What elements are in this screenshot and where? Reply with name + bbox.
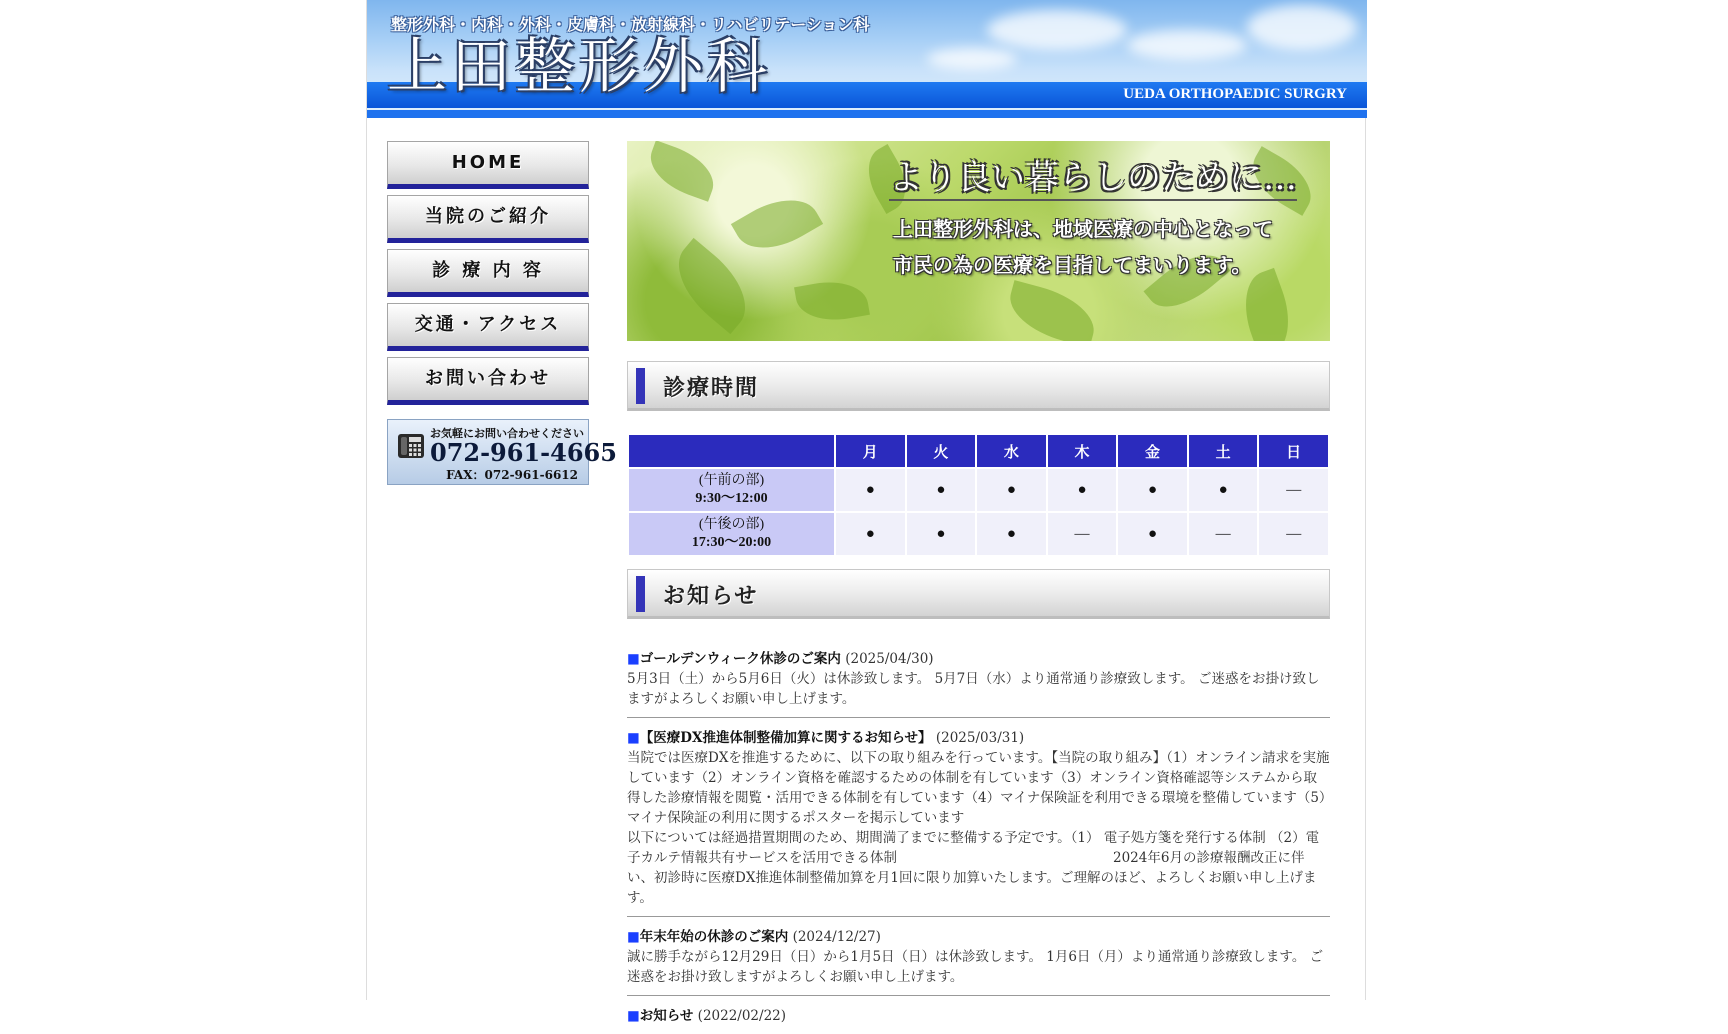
news-item-title[interactable] [627, 1008, 693, 1024]
hero-banner [627, 141, 1330, 341]
morning-mark-tue: ● [907, 469, 976, 511]
main-content [627, 141, 1330, 1034]
afternoon-mark-thu: — [1048, 513, 1117, 555]
nav-contact-button[interactable]: お問い合わせ [387, 357, 589, 405]
square-bullet-icon: ■ [627, 651, 640, 667]
hero-line-1: 上田整形外科は、地域医療の中心となって [893, 217, 1273, 241]
news-title-text: 年末年始の休診のご案内 [639, 929, 789, 945]
morning-mark-sat: ● [1189, 469, 1258, 511]
site-header [367, 0, 1367, 118]
afternoon-mark-sat: — [1189, 513, 1258, 555]
header-band-lower [367, 110, 1367, 118]
afternoon-mark-wed: ● [977, 513, 1046, 555]
hours-heading: 診療時間 [663, 375, 760, 401]
contact-note: お気軽にお問い合わせください [430, 427, 584, 440]
telephone-icon [396, 430, 426, 460]
news-item-body-continued: 以下については経過措置期間のため、期間満了までに整備する予定です。（1） 電子処方箋を発行する体制 （2）電子カルテ情報共有サービスを活用できる体制 2024年6月の診療報酬改正に伴い、初診時に医療DX推進体制整備加算を月1回に限り加算いたします。ご理解のほど、よろしくお願い申し上げます。 [627, 830, 1320, 906]
section-accent-bar [636, 368, 645, 404]
nav-home-button[interactable]: HOME [387, 141, 589, 189]
news-item-title[interactable] [627, 929, 788, 945]
news-item [627, 718, 1330, 917]
news-section-header [627, 569, 1330, 619]
news-item-body: 5月3日（土）から5月6日（火）は休診致します。 5月7日（水）より通常通り診療致します。 ご迷惑をお掛け致しますがよろしくお願い申し上げます。 [627, 671, 1320, 707]
news-title-text: ゴールデンウィーク休診のご案内 [639, 651, 841, 667]
afternoon-slot [629, 513, 834, 555]
news-item-title[interactable] [627, 730, 932, 746]
hero-title: より良い暮らしのために… [889, 157, 1297, 201]
afternoon-mark-tue: ● [907, 513, 976, 555]
hours-section-header [627, 361, 1330, 411]
news-item-header [627, 649, 1330, 669]
afternoon-mark-mon: ● [836, 513, 905, 555]
office-hours-table [627, 433, 1330, 557]
day-header-wed: 水 [977, 435, 1046, 467]
morning-slot [629, 469, 834, 511]
news-heading: お知らせ [663, 583, 759, 609]
square-bullet-icon: ■ [627, 730, 640, 746]
morning-mark-fri: ● [1118, 469, 1187, 511]
news-item-header [627, 927, 1330, 947]
page-container [366, 0, 1366, 1024]
nav-services-button[interactable]: 診 療 内 容 [387, 249, 589, 297]
nav-about-button[interactable]: 当院のご紹介 [387, 195, 589, 243]
square-bullet-icon: ■ [627, 929, 640, 945]
news-item-header [627, 1006, 1330, 1026]
morning-mark-thu: ● [1048, 469, 1117, 511]
hours-row-afternoon [629, 513, 1328, 555]
news-item-date: (2022/02/22) [697, 1008, 787, 1024]
header-subtitle: 整形外科・内科・外科・皮膚科・放射線科・リハビリテーション科 [391, 15, 870, 34]
news-item-date: (2025/03/31) [935, 730, 1025, 746]
fax-number: FAX：072-961-6612 [446, 468, 578, 482]
hours-header-empty [629, 435, 834, 467]
sidebar [387, 141, 617, 485]
morning-label: (午前の部) [698, 473, 765, 488]
day-header-sun: 日 [1259, 435, 1328, 467]
news-item-title[interactable] [627, 651, 841, 667]
day-header-thu: 木 [1048, 435, 1117, 467]
hours-row-morning [629, 469, 1328, 511]
morning-mark-mon: ● [836, 469, 905, 511]
square-bullet-icon: ■ [627, 1008, 640, 1024]
afternoon-label: (午後の部) [698, 517, 765, 532]
nav-access-button[interactable]: 交通・アクセス [387, 303, 589, 351]
news-item-date: (2025/04/30) [845, 651, 934, 667]
news-title-text: お知らせ [639, 1008, 694, 1024]
section-accent-bar [636, 576, 645, 612]
day-header-tue: 火 [907, 435, 976, 467]
news-item-body: 当院では医療DXを推進するために、以下の取り組みを行っています。【当院の取り組み】（1）オンライン請求を実施しています（2）オンライン資格を確認するための体制を有しています（3）オンライン資格確認等システムから取得した診療情報を閲覧・活用できる体制を有しています（4）マイナ保険証を利用できる環境を整備しています（5）マイナ保険証の利用に関するポスターを掲示しています [627, 750, 1330, 826]
morning-mark-wed: ● [977, 469, 1046, 511]
phone-number[interactable]: 072-961-4665 [430, 438, 617, 467]
news-item [627, 639, 1330, 718]
day-header-sat: 土 [1189, 435, 1258, 467]
hero-line-2: 市民の為の医療を目指してまいります。 [893, 253, 1252, 277]
news-item-header [627, 728, 1330, 748]
site-logo-title[interactable]: 上田整形外科 [387, 32, 771, 102]
news-item [627, 996, 1330, 1034]
news-title-text: 【医療DX推進体制整備加算に関するお知らせ】 [639, 730, 932, 746]
morning-mark-sun: — [1259, 469, 1328, 511]
morning-time: 9:30～12:00 [695, 491, 768, 506]
header-english-name: UEDA ORTHOPAEDIC SURGRY [1123, 86, 1347, 102]
day-header-fri: 金 [1118, 435, 1187, 467]
news-item-date: (2024/12/27) [792, 929, 881, 945]
news-list [627, 639, 1330, 1034]
afternoon-time: 17:30～20:00 [691, 535, 772, 550]
afternoon-mark-fri: ● [1118, 513, 1187, 555]
afternoon-mark-sun: — [1259, 513, 1328, 555]
day-header-mon: 月 [836, 435, 905, 467]
news-item [627, 917, 1330, 996]
hours-header-row [629, 435, 1328, 467]
news-item-body: 誠に勝手ながら12月29日（日）から1月5日（日）は休診致します。 1月6日（月）より通常通り診療致します。 ご迷惑をお掛け致しますがよろしくお願い申し上げます。 [627, 949, 1324, 985]
contact-phone-banner[interactable] [387, 419, 617, 485]
